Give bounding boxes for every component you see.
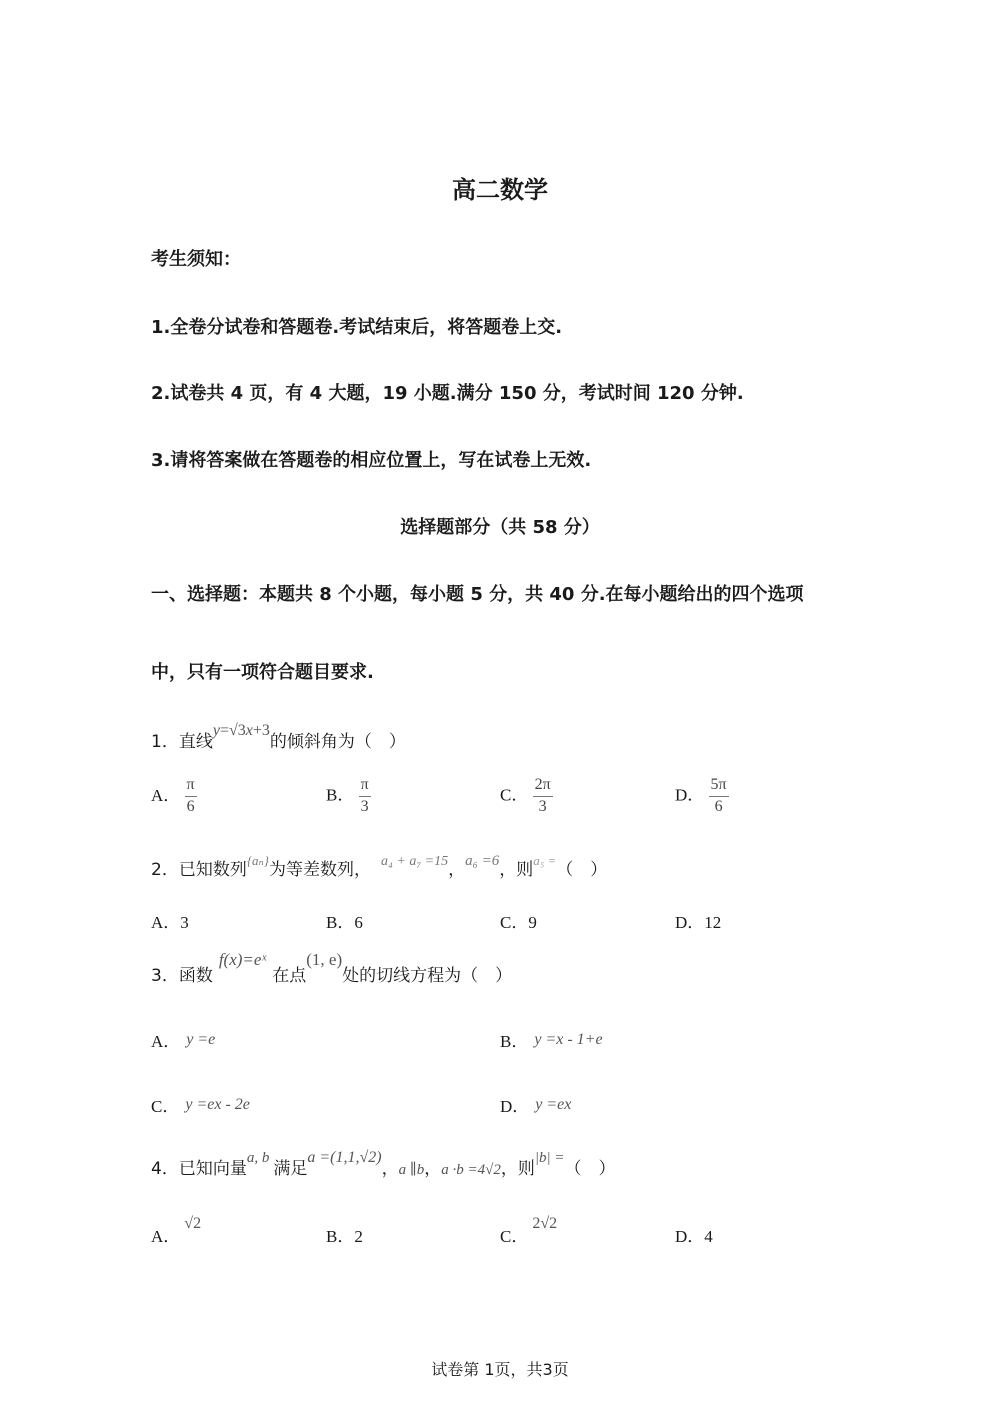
- q2-condition-2: a₆ =6: [465, 853, 500, 869]
- q4-condition-2: a ∥b: [398, 1162, 425, 1178]
- question-3: 3．函数f(x)=eˣ在点(1, e)处的切线方程为（ ）: [151, 950, 513, 986]
- q4-condition-1: a =(1,1,√2): [307, 1149, 382, 1166]
- q3-option-d: D． y =ex: [500, 1096, 572, 1116]
- notice-1: 1.全卷分试卷和答题卷.考试结束后，将答题卷上交.: [151, 317, 563, 338]
- q4-target: |b| =: [534, 1150, 565, 1166]
- q2-option-d: D．12: [675, 913, 722, 932]
- q1-option-d: D． $\frac{5\pi}{6}$: [675, 776, 727, 815]
- question-1-text: 的倾斜角为（ ）: [269, 732, 406, 752]
- notice-2: 2.试卷共 4 页，有 4 大题，19 小题.满分 150 分，考试时间 120 分钟.: [151, 383, 744, 404]
- q4-option-c: C．2√2: [500, 1215, 558, 1246]
- q2-option-b: B．6: [326, 913, 363, 932]
- q4-option-d: D．4: [675, 1227, 713, 1246]
- q3-option-a: A． y =e: [151, 1031, 216, 1051]
- q2-target: a₅ =: [533, 853, 557, 868]
- question-1-formula: y=√3x+3: [212, 722, 270, 739]
- question-2: 2．已知数列{aₙ}为等差数列， a₄ + a₇ =15，a₆ =6，则a₅ =（ ）: [151, 853, 608, 880]
- question-4: 4．已知向量a, b满足a =(1,1,√2)，a ∥b，a ·b =4√2，则|b| =（ ）: [151, 1149, 616, 1179]
- section1-instruction-line1: 一、选择题：本题共 8 个小题，每小题 5 分，共 40 分.在每小题给出的四个选项: [151, 584, 804, 605]
- q3-point: (1, e): [306, 950, 343, 969]
- q2-condition-1: a₄ + a₇ =15: [381, 854, 449, 869]
- q2-option-c: C．9: [500, 913, 537, 932]
- page-footer: 试卷第 1页，共3页: [431, 1360, 569, 1379]
- section-title: 选择题部分（共 58 分）: [400, 517, 600, 538]
- question-1-number: 1．直线: [151, 732, 213, 752]
- q4-option-a: A．√2: [151, 1215, 202, 1246]
- q1-option-b: B． $\frac{\pi}{3}$: [326, 776, 369, 815]
- q3-option-c: C． y =ex - 2e: [151, 1096, 250, 1116]
- sequence-notation: {aₙ}: [246, 853, 269, 868]
- section1-instruction-line2: 中，只有一项符合题目要求.: [151, 662, 374, 683]
- q3-function: f(x)=eˣ: [218, 950, 267, 969]
- notice-heading: 考生须知：: [151, 249, 241, 270]
- q2-option-a: A．3: [151, 913, 189, 932]
- q4-option-b: B．2: [326, 1227, 363, 1246]
- page-title: 高二数学: [452, 176, 548, 204]
- q3-option-b: B． y =x - 1+e: [500, 1031, 603, 1051]
- q1-option-a: A． $\frac{\pi}{6}$: [151, 776, 195, 815]
- q4-condition-3: a ·b =4√2: [441, 1162, 501, 1178]
- q4-vectors: a, b: [246, 1150, 270, 1166]
- q1-option-c: C． $\frac{2\pi}{3}$: [500, 776, 551, 815]
- question-1: [151, 715, 406, 752]
- notice-3: 3.请将答案做在答题卷的相应位置上，写在试卷上无效.: [151, 450, 592, 471]
